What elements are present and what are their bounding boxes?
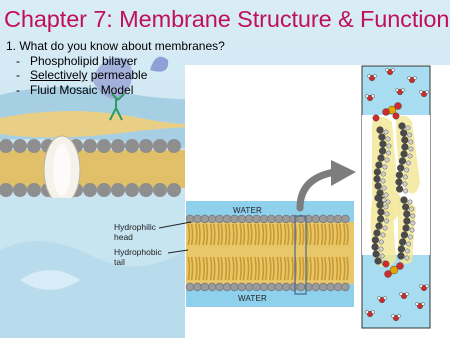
lipid-head xyxy=(268,283,276,291)
lipid-head xyxy=(216,283,224,291)
molecule-atom xyxy=(384,193,388,197)
molecule-atom xyxy=(396,172,403,179)
molecule-atom xyxy=(371,310,374,313)
lipid-head xyxy=(245,283,253,291)
molecule-atom xyxy=(401,88,404,91)
lipid-head xyxy=(216,215,224,223)
slide-title: Chapter 7: Membrane Structure & Function xyxy=(4,6,450,32)
molecule-atom xyxy=(382,198,386,202)
label-line: Hydrophilic xyxy=(114,222,157,232)
lipid-head xyxy=(238,283,246,291)
molecule-atom xyxy=(406,126,410,130)
molecule-atom xyxy=(408,154,412,158)
molecule-atom xyxy=(406,242,410,246)
lipid-head xyxy=(282,283,290,291)
molecule-atom xyxy=(395,103,402,110)
molecule-atom xyxy=(386,151,390,155)
molecule-atom xyxy=(399,158,406,165)
molecule-atom xyxy=(399,123,406,130)
molecule-atom xyxy=(404,218,411,225)
molecule-atom xyxy=(409,147,413,151)
label-line: head xyxy=(114,232,133,242)
molecule-atom xyxy=(373,251,380,258)
lipid-head xyxy=(260,283,268,291)
lipid-head xyxy=(290,283,298,291)
molecule-atom xyxy=(381,233,385,237)
molecule-atom xyxy=(376,223,383,230)
molecule-atom xyxy=(425,90,428,93)
molecule-atom xyxy=(382,186,386,190)
molecule-atom xyxy=(403,175,407,179)
molecule-atom xyxy=(419,284,422,287)
molecule-atom xyxy=(406,161,410,165)
lipid-head xyxy=(194,215,202,223)
hydrophobic-tail-label xyxy=(114,247,162,267)
bullet-text-suffix: permeable xyxy=(87,68,148,82)
lipid-head xyxy=(312,283,320,291)
molecule-atom xyxy=(383,109,390,116)
molecule-atom xyxy=(379,134,386,141)
lipid-head xyxy=(268,215,276,223)
molecule-atom xyxy=(397,314,400,317)
molecule-atom xyxy=(377,127,384,134)
lipid-head xyxy=(231,215,239,223)
molecule-atom xyxy=(379,148,386,155)
water-label-bottom: WATER xyxy=(238,294,267,303)
molecule-atom xyxy=(373,115,379,121)
molecule-atom xyxy=(374,230,381,237)
molecule-atom xyxy=(386,137,390,141)
molecule-atom xyxy=(384,130,388,134)
lipid-head xyxy=(327,215,335,223)
molecule-atom xyxy=(411,214,415,218)
molecule-atom xyxy=(404,168,408,172)
question-text: 1. What do you know about membranes? xyxy=(6,39,225,53)
lipid-tails xyxy=(186,222,354,284)
molecule-atom xyxy=(381,179,385,183)
molecule-atom xyxy=(383,296,386,299)
molecule-atom xyxy=(407,76,410,79)
lipid-head xyxy=(223,215,231,223)
molecule-atom xyxy=(421,302,424,305)
molecule-atom xyxy=(413,76,416,79)
bullet-text: Phospholipid bilayer xyxy=(30,53,138,68)
bullet-underlined-word: Selectively xyxy=(30,68,88,82)
molecule-atom xyxy=(398,246,405,253)
lipid-head xyxy=(253,283,261,291)
molecule-atom xyxy=(403,189,407,193)
bullet-dash: - xyxy=(16,53,20,68)
lipid-head xyxy=(319,283,327,291)
molecule-atom xyxy=(378,209,385,216)
label-line: Hydrophobic xyxy=(114,247,162,257)
molecule-atom xyxy=(384,219,388,223)
molecule-atom xyxy=(391,314,394,317)
molecule-atom xyxy=(377,296,380,299)
molecule-atom xyxy=(405,292,408,295)
label-line: tail xyxy=(114,257,125,267)
molecule-atom xyxy=(385,212,389,216)
lipid-head xyxy=(231,283,239,291)
bullet-dash: - xyxy=(16,82,20,97)
molecule-atom xyxy=(377,216,384,223)
molecule-atom xyxy=(391,68,394,71)
molecule-atom xyxy=(383,261,389,267)
lipid-head xyxy=(208,283,216,291)
lipid-head xyxy=(253,215,261,223)
lipid-head xyxy=(238,215,246,223)
lipid-head xyxy=(312,215,320,223)
molecule-atom xyxy=(401,197,408,204)
molecule-atom xyxy=(409,207,413,211)
molecule-atom xyxy=(375,195,382,202)
molecule-atom xyxy=(405,256,409,260)
molecule-atom xyxy=(379,247,383,251)
molecule-atom xyxy=(365,94,368,97)
molecule-atom xyxy=(399,292,402,295)
molecule-atom xyxy=(383,165,387,169)
molecule-atom xyxy=(385,158,389,162)
molecule-atom xyxy=(398,253,405,260)
molecule-atom xyxy=(381,172,385,176)
molecule-atom xyxy=(376,162,383,169)
lipid-head xyxy=(342,283,350,291)
molecule-atom xyxy=(387,144,391,148)
lipid-head xyxy=(319,215,327,223)
molecule-atom xyxy=(401,151,408,158)
molecule-atom xyxy=(375,183,382,190)
lipid-head xyxy=(275,283,283,291)
water-label-top: WATER xyxy=(233,206,262,215)
molecule-atom xyxy=(380,254,384,258)
lipid-head xyxy=(275,215,283,223)
molecule-atom xyxy=(403,182,407,186)
molecule-atom xyxy=(396,186,403,193)
lipid-head xyxy=(201,215,209,223)
hydrophilic-head-label xyxy=(114,222,156,242)
molecule-atom xyxy=(408,235,412,239)
molecule-atom xyxy=(374,176,381,183)
lipid-head xyxy=(334,215,342,223)
lipid-head xyxy=(223,283,231,291)
lipid-head xyxy=(186,283,194,291)
molecule-atom xyxy=(396,179,403,186)
molecule-atom xyxy=(385,68,388,71)
molecule-atom xyxy=(403,225,410,232)
molecule-atom xyxy=(415,302,418,305)
molecule-atom xyxy=(402,144,409,151)
molecule-atom xyxy=(405,249,409,253)
molecule-atom xyxy=(379,240,383,244)
molecule-atom xyxy=(401,232,408,239)
molecule-atom xyxy=(425,284,428,287)
molecule-atom xyxy=(365,310,368,313)
lipid-head xyxy=(245,215,253,223)
lipid-head xyxy=(334,283,342,291)
molecule-atom xyxy=(377,202,384,209)
molecule-atom xyxy=(419,90,422,93)
molecule-atom xyxy=(403,211,410,218)
molecule-atom xyxy=(383,226,387,230)
molecule-atom xyxy=(395,88,398,91)
molecule-atom xyxy=(399,239,406,246)
molecule-atom xyxy=(393,113,399,119)
molecule-atom xyxy=(372,237,379,244)
molecule-atom xyxy=(411,221,415,225)
molecule-atom xyxy=(407,133,411,137)
molecule-atom xyxy=(373,74,376,77)
molecule-atom xyxy=(374,169,381,176)
bullet-text: Fluid Mosaic Model xyxy=(30,82,134,97)
molecule-atom xyxy=(378,155,385,162)
molecule-atom xyxy=(384,205,388,209)
molecule-atom xyxy=(410,228,414,232)
molecule-atom xyxy=(371,94,374,97)
molecule-atom xyxy=(400,130,407,137)
lipid-head xyxy=(342,215,350,223)
lipid-head xyxy=(327,283,335,291)
molecule-atom xyxy=(385,271,392,278)
molecule-atom xyxy=(380,141,387,148)
lipid-head xyxy=(194,283,202,291)
molecule-atom xyxy=(386,200,390,204)
molecule-atom xyxy=(397,263,404,270)
lipid-head xyxy=(201,283,209,291)
molecule-atom xyxy=(402,204,409,211)
lipid-head xyxy=(208,215,216,223)
molecule-atom xyxy=(401,137,408,144)
molecule-atom xyxy=(372,244,379,251)
molecule-atom xyxy=(397,165,404,172)
molecule-atom xyxy=(375,258,382,265)
lipid-head xyxy=(260,215,268,223)
molecule-atom xyxy=(367,74,370,77)
lipid-head xyxy=(282,215,290,223)
molecule-atom xyxy=(408,200,412,204)
bullet-dash: - xyxy=(16,68,20,82)
lipid-head xyxy=(297,283,305,291)
molecule-atom xyxy=(409,140,413,144)
